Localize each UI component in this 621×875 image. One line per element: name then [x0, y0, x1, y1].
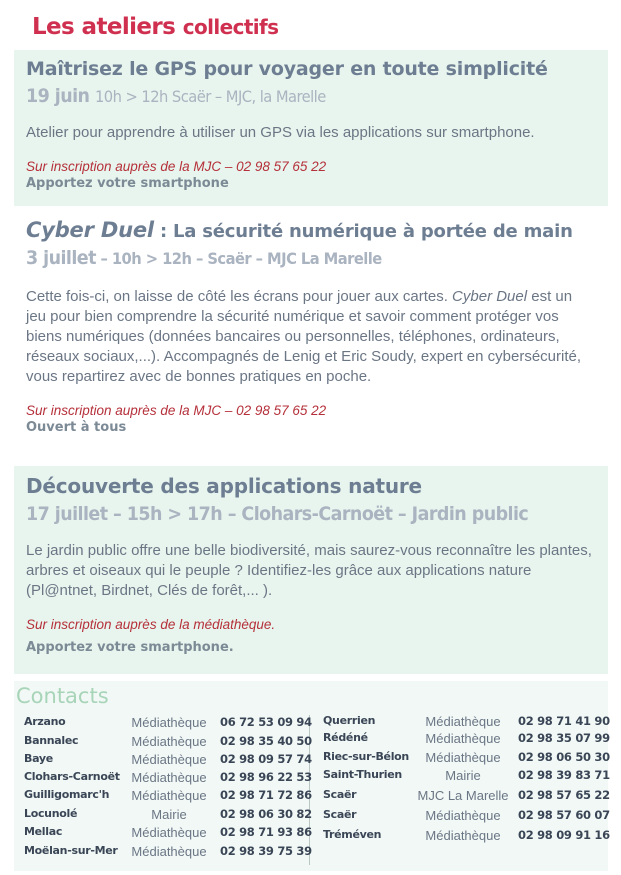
workshop-description-game: Cyber Duel: [452, 288, 528, 305]
contact-town: Bannalec: [24, 734, 79, 747]
contact-venue: Médiathèque: [131, 734, 207, 749]
contact-venue: Médiathèque: [131, 715, 207, 730]
workshop-note: Ouvert à tous: [26, 420, 127, 435]
workshop-date-details: 10h > 12h Scaër – MJC, la Marelle: [94, 87, 326, 106]
contact-venue: Médiathèque: [131, 752, 207, 767]
contact-town: Mellac: [24, 825, 63, 838]
contact-town: Tréméven: [323, 828, 382, 841]
workshop-title-game: Cyber Duel: [26, 218, 154, 242]
contact-phone: 02 98 06 50 30: [518, 750, 610, 764]
contact-phone: 02 98 71 72 86: [220, 788, 312, 802]
contact-phone: 06 72 53 09 94: [220, 715, 312, 729]
workshop-description-part2: est un jeu pour bien comprendre la sécurité numérique et savoir comment protéger vos biens numériques (données bancaires ou personnelles, téléphones, ordinateurs, réseaux sociaux,...). Accompagnés de Lenig et Eric Soudy, expert en cybersécurité, vous repartirez avec de bonnes pratiques en poche.: [26, 288, 582, 385]
contact-venue: Médiathèque: [131, 788, 207, 803]
workshop-date-day: 3 juillet: [26, 247, 96, 269]
contact-town: Riec-sur-Bélon: [323, 750, 409, 763]
workshop-description: Le jardin public offre une belle biodiversité, mais saurez-vous reconnaître les plantes, arbres et oiseaux qui le peuple ? Identifiez-les grâce aux applications nature (Pl@ntnet, Birdnet, Clés de forêt,... ).: [26, 542, 592, 599]
contact-phone: 02 98 96 22 53: [220, 770, 312, 784]
contact-phone: 02 98 09 57 74: [220, 752, 312, 766]
workshop-date: [26, 247, 550, 269]
workshop-date: 17 juillet – 15h > 17h – Clohars-Carnoët – Jardin public: [26, 503, 529, 525]
contact-town: Saint-Thurien: [323, 768, 402, 781]
workshop-card-gps: [14, 50, 608, 206]
workshop-card-cyber-duel: [14, 210, 608, 465]
contact-town: Querrien: [323, 714, 376, 727]
contact-phone: 02 98 71 93 86: [220, 825, 312, 839]
contact-phone: 02 98 71 41 90: [518, 714, 610, 728]
workshop-title: Découverte des applications nature: [26, 474, 422, 498]
contacts-section: [14, 681, 608, 871]
contact-venue: Mairie: [445, 768, 481, 783]
contact-venue: Médiathèque: [425, 828, 501, 843]
contact-phone: 02 98 35 07 99: [518, 731, 610, 745]
page-title: [32, 14, 278, 40]
contact-town: Locunolé: [24, 807, 78, 820]
contact-venue: MJC La Marelle: [417, 788, 509, 803]
contact-town: Moëlan-sur-Mer: [24, 844, 118, 857]
contacts-title: Contacts: [16, 684, 109, 708]
contact-venue: Médiathèque: [425, 714, 501, 729]
contact-phone: 02 98 39 75 39: [220, 844, 312, 858]
workshop-card-nature-apps: [14, 466, 608, 674]
contact-phone: 02 98 57 65 22: [518, 788, 610, 802]
workshop-description: [26, 287, 596, 387]
workshop-title: [26, 218, 596, 242]
contact-phone: 02 98 57 60 07: [518, 808, 610, 822]
workshop-description-part1: Cette fois-ci, on laisse de côté les écrans pour jouer aux cartes.: [26, 288, 453, 305]
workshop-date: [26, 85, 550, 107]
contact-phone: 02 98 09 91 16: [518, 828, 610, 842]
contact-town: Guilligomarc'h: [24, 788, 110, 801]
page-title-sub: collectifs: [182, 15, 279, 39]
workshop-title: Maîtrisez le GPS pour voyager en toute simplicité: [26, 58, 548, 80]
workshop-date-day: 19 juin: [26, 85, 90, 107]
contact-phone: 02 98 39 83 71: [518, 768, 610, 782]
contact-venue: Médiathèque: [131, 825, 207, 840]
contact-phone: 02 98 35 40 50: [220, 734, 312, 748]
contact-venue: Médiathèque: [425, 808, 501, 823]
workshop-note: Apportez votre smartphone: [26, 176, 229, 191]
contact-venue: Médiathèque: [425, 731, 501, 746]
workshop-inscription: Sur inscription auprès de la MJC – 02 98 57 65 22: [26, 403, 327, 418]
contact-venue: Médiathèque: [131, 770, 207, 785]
workshop-title-rest: : La sécurité numérique à portée de main: [153, 221, 573, 242]
workshop-date-details: – 10h > 12h – Scaër – MJC La Marelle: [95, 249, 382, 268]
page-title-main: Les ateliers: [32, 14, 176, 40]
contact-town: Arzano: [24, 715, 66, 728]
contact-town: Rédéné: [323, 731, 368, 744]
workshop-description: Atelier pour apprendre à utiliser un GPS via les applications sur smartphone.: [26, 124, 535, 141]
contact-town: Scaër: [323, 788, 357, 801]
contact-phone: 02 98 06 30 82: [220, 807, 312, 821]
contact-venue: Mairie: [151, 807, 187, 822]
workshop-note: Apportez votre smartphone.: [26, 640, 234, 655]
contact-town: Baye: [24, 752, 53, 765]
contact-town: Scaër: [323, 808, 357, 821]
workshop-inscription: Sur inscription auprès de la MJC – 02 98 57 65 22: [26, 159, 327, 174]
contact-town: Clohars-Carnoët: [24, 770, 120, 783]
contact-venue: Médiathèque: [425, 750, 501, 765]
workshop-inscription: Sur inscription auprès de la médiathèque.: [26, 617, 276, 632]
contact-venue: Médiathèque: [131, 844, 207, 859]
